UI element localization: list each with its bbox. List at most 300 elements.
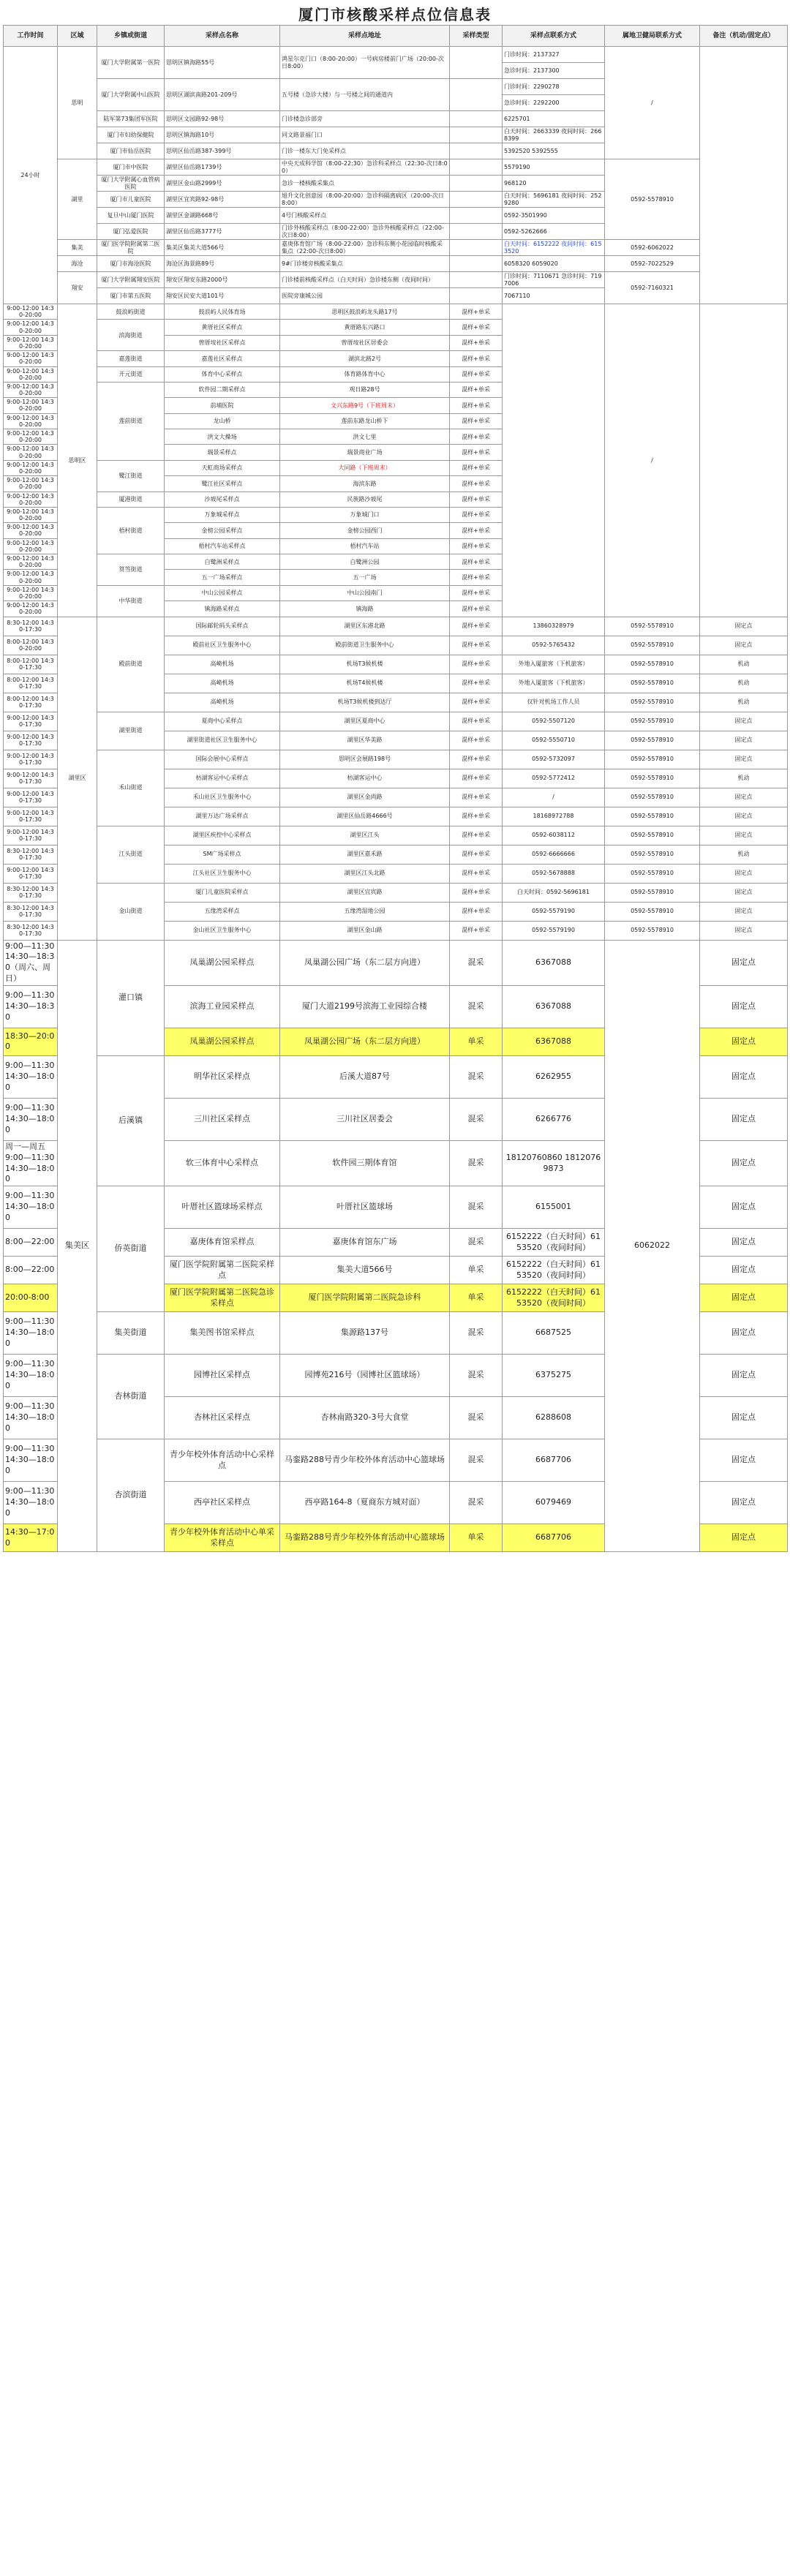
site-name-cell: 龙山桥 xyxy=(165,413,280,429)
sample-type-cell: 混样+单采 xyxy=(450,921,503,940)
note-cell: 固定点 xyxy=(700,1257,788,1284)
site-name-cell: 万象城采样点 xyxy=(165,507,280,522)
site-name-cell: 青少年校外体育活动中心采样点 xyxy=(165,1439,280,1482)
site-address-cell: 后溪大道87号 xyxy=(280,1055,450,1098)
note-cell: 机动 xyxy=(700,674,788,693)
site-address-cell: 湖里区嘉禾路 xyxy=(280,845,450,864)
health-bureau-contact-cell: 0592-7022529 xyxy=(605,256,700,272)
site-address-cell: 同文路景福门口 xyxy=(280,127,450,143)
site-name-cell: 天虹商场采样点 xyxy=(165,460,280,475)
contact-cell: 0592-5678888 xyxy=(503,864,605,883)
street-cell: 嘉莲街道 xyxy=(97,351,165,366)
col-header: 属地卫健局联系方式 xyxy=(605,26,700,47)
contact-cell: 外地入厦旅客（下机旅客） xyxy=(503,655,605,674)
street-cell: 厦门市仙岳医院 xyxy=(97,143,165,159)
contact-cell: 6155001 xyxy=(503,1186,605,1229)
sample-type-cell: 混样+单采 xyxy=(450,492,503,507)
sample-type-cell: 混样+单采 xyxy=(450,617,503,636)
site-name-cell: 五一广场采样点 xyxy=(165,570,280,585)
street-cell: 灌口镇 xyxy=(97,940,165,1055)
note-cell: 固定点 xyxy=(700,1397,788,1439)
time-cell: 18:30—20:00 xyxy=(4,1028,58,1055)
site-address-cell: 叶厝社区篮球场 xyxy=(280,1186,450,1229)
time-cell: 9:00—11:30 14:30—18:00 xyxy=(4,1098,58,1140)
street-cell: 禾山街道 xyxy=(97,750,165,826)
contact-cell: 白天时间：6152222 夜间时间：6153520 xyxy=(503,240,605,256)
site-address-cell: 凤巢湖公园广场（东二层方向进） xyxy=(280,940,450,985)
table-row xyxy=(4,617,788,636)
note-cell: 固定点 xyxy=(700,826,788,845)
health-bureau-contact-cell: 0592-5578910 xyxy=(605,712,700,731)
site-name-cell: 五缘湾采样点 xyxy=(165,902,280,921)
site-name-cell: 厦门儿童医院采样点 xyxy=(165,883,280,902)
sample-type-cell: 混样+单采 xyxy=(450,366,503,382)
site-address-cell: 旭升文化创意园（8:00-20:00）急诊科隔离病区（20:00-次日8:00） xyxy=(280,192,450,208)
district-cell: 思明 xyxy=(58,47,97,159)
sample-type-cell: 单采 xyxy=(450,1524,503,1552)
health-bureau-contact-cell: 0592-5578910 xyxy=(605,788,700,807)
time-cell: 9:00—11:30 14:30—18:00 xyxy=(4,1482,58,1524)
site-name-cell: 殿前社区卫生服务中心 xyxy=(165,636,280,655)
time-cell: 9:00-12:00 14:30-17:30 xyxy=(4,826,58,845)
time-cell: 9:00-12:00 14:30-20:00 xyxy=(4,335,58,350)
time-cell: 9:00-12:00 14:30-20:00 xyxy=(4,351,58,366)
sample-type-cell: 混采 xyxy=(450,1229,503,1257)
site-name-cell: 鹭江社区采样点 xyxy=(165,476,280,492)
street-cell: 殿前街道 xyxy=(97,617,165,712)
site-address-cell: 文兴东路9号（下班周末） xyxy=(280,398,450,413)
site-address-cell: 湖里区宜宾路 xyxy=(280,883,450,902)
site-name-cell: 金榜公园采样点 xyxy=(165,523,280,538)
site-name-cell: 瑞景采样点 xyxy=(165,445,280,460)
sample-type-cell: 混采 xyxy=(450,1482,503,1524)
site-name-cell: 翔安区翔安东路2000号 xyxy=(165,272,280,288)
site-address-cell: 医院旁康城公园 xyxy=(280,288,450,304)
sample-type-cell: 混样+单采 xyxy=(450,864,503,883)
site-name-cell: SM广场采样点 xyxy=(165,845,280,864)
health-bureau-contact-cell: 0592-5578910 xyxy=(605,731,700,750)
sample-type-cell: 混样+单采 xyxy=(450,674,503,693)
contact-cell: 6152222（白天时间）6153520（夜间时间） xyxy=(503,1229,605,1257)
street-cell: 厦门大学附属中山医院 xyxy=(97,79,165,111)
contact-cell: 18168972788 xyxy=(503,807,605,826)
site-name-cell: 禾山社区卫生服务中心 xyxy=(165,788,280,807)
time-cell: 9:00-12:00 14:30-20:00 xyxy=(4,507,58,522)
note-cell: 固定点 xyxy=(700,985,788,1028)
street-cell: 金山街道 xyxy=(97,883,165,940)
street-cell: 厦门市中医院 xyxy=(97,159,165,176)
site-address-cell: 海滨东路 xyxy=(280,476,450,492)
site-address-cell: 机场T3候机楼 xyxy=(280,655,450,674)
contact-cell: 门诊时间：7110671 急诊时间：7197006 xyxy=(503,272,605,288)
note-cell: 固定点 xyxy=(700,636,788,655)
site-name-cell: 枋湖客运中心采样点 xyxy=(165,769,280,788)
site-name-cell: 青少年校外体育活动中心单采采样点 xyxy=(165,1524,280,1552)
time-cell: 8:00—22:00 xyxy=(4,1257,58,1284)
site-name-cell: 高崎机场 xyxy=(165,693,280,712)
site-address-cell: 马銮路288号青少年校外体育活动中心篮球场 xyxy=(280,1439,450,1482)
site-address-cell: 厦门大道2199号滨海工业园综合楼 xyxy=(280,985,450,1028)
site-address-cell: 园博苑216号（园博社区篮球场） xyxy=(280,1355,450,1397)
site-name-cell: 嘉莲社区采样点 xyxy=(165,351,280,366)
sample-type-cell: 混样+单采 xyxy=(450,712,503,731)
site-address-cell: 洪文七里 xyxy=(280,429,450,445)
table-row xyxy=(4,940,788,985)
street-cell: 开元街道 xyxy=(97,366,165,382)
site-address-cell: 鸿星尔克门口（8:00-20:00）一号病房楼前门广场（20:00-次日8:00） xyxy=(280,47,450,79)
col-header: 工作时间 xyxy=(4,26,58,47)
site-name-cell: 黄厝社区采样点 xyxy=(165,320,280,335)
site-name-cell: 海沧区海景路89号 xyxy=(165,256,280,272)
time-cell: 9:00—11:30 14:30—18:00 xyxy=(4,1439,58,1482)
site-address-cell: 湖里区华美路 xyxy=(280,731,450,750)
sample-type-cell: 混样+单采 xyxy=(450,476,503,492)
site-name-cell: 杏林社区采样点 xyxy=(165,1397,280,1439)
sample-type-cell: 混采 xyxy=(450,940,503,985)
note-cell: 固定点 xyxy=(700,1284,788,1312)
contact-cell: 6288608 xyxy=(503,1397,605,1439)
note-cell: 固定点 xyxy=(700,1098,788,1140)
sample-type-cell: 混样+单采 xyxy=(450,883,503,902)
site-address-cell: 门诊一楼东大门免采样点 xyxy=(280,143,450,159)
street-cell: 滨海街道 xyxy=(97,320,165,351)
site-address-cell: 机场T3候机楼到达厅 xyxy=(280,693,450,712)
site-name-cell: 厦门医学院附属第二医院急诊采样点 xyxy=(165,1284,280,1312)
sample-type-cell xyxy=(450,272,503,288)
district-cell: 集美 xyxy=(58,240,97,256)
site-name-cell: 湖里区宜宾路92-98号 xyxy=(165,192,280,208)
street-cell: 厦门市妇幼保健院 xyxy=(97,127,165,143)
sample-type-cell: 混采 xyxy=(450,985,503,1028)
sample-type-cell xyxy=(450,127,503,143)
site-address-cell: 瑞景商业广场 xyxy=(280,445,450,460)
contact-cell: 0592-5732097 xyxy=(503,750,605,769)
site-name-cell: 湖里区疾控中心采样点 xyxy=(165,826,280,845)
time-cell: 9:00-12:00 14:30-17:30 xyxy=(4,864,58,883)
contact-cell: 13860328979 xyxy=(503,617,605,636)
time-cell: 9:00-12:00 14:30-17:30 xyxy=(4,788,58,807)
time-cell: 9:00-12:00 14:30-20:00 xyxy=(4,398,58,413)
contact-cell: 6152222（白天时间）6153520（夜间时间） xyxy=(503,1284,605,1312)
contact-cell: 6687525 xyxy=(503,1312,605,1355)
sample-type-cell: 混样+单采 xyxy=(450,335,503,350)
site-address-cell: 五号楼（急诊大楼）与一号楼之间的通道内 xyxy=(280,79,450,111)
sample-type-cell xyxy=(450,192,503,208)
health-bureau-contact-cell: 0592-5578910 xyxy=(605,826,700,845)
sample-type-cell: 混样+单采 xyxy=(450,807,503,826)
sample-type-cell xyxy=(450,240,503,256)
table-row xyxy=(4,826,788,845)
site-address-cell: 金榜公园西门 xyxy=(280,523,450,538)
street-cell: 梧村街道 xyxy=(97,507,165,554)
sample-type-cell: 混样+单采 xyxy=(450,655,503,674)
time-cell: 9:00—11:30 14:30—18:30 xyxy=(4,985,58,1028)
site-name-cell: 镇海路采样点 xyxy=(165,601,280,617)
contact-cell: 外地入厦旅客（下机旅客） xyxy=(503,674,605,693)
sample-type-cell: 混样+单采 xyxy=(450,351,503,366)
site-name-cell: 国际会展中心采样点 xyxy=(165,750,280,769)
site-address-cell: 马銮路288号青少年校外体育活动中心篮球场 xyxy=(280,1524,450,1552)
site-address-cell: 体育路体育中心 xyxy=(280,366,450,382)
col-header: 区域 xyxy=(58,26,97,47)
site-address-cell: 镇海路 xyxy=(280,601,450,617)
site-name-cell: 鼓浪屿人民体育场 xyxy=(165,304,280,320)
sample-type-cell: 单采 xyxy=(450,1284,503,1312)
site-address-cell: 嘉庚体育馆广场（8:00-22:00）急诊科东侧小花园临时核酸采集点（22:00-次日8:00） xyxy=(280,240,450,256)
time-cell: 9:00-12:00 14:30-20:00 xyxy=(4,585,58,600)
site-name-cell: 湖里区仙岳路1739号 xyxy=(165,159,280,176)
site-name-cell: 凤巢湖公园采样点 xyxy=(165,940,280,985)
site-name-cell: 西亭社区采样点 xyxy=(165,1482,280,1524)
health-bureau-contact-cell: / xyxy=(605,304,700,617)
contact-cell: 白天时间：2663339 夜间时间：2668399 xyxy=(503,127,605,143)
district-cell: 翔安 xyxy=(58,272,97,304)
sample-type-cell: 混样+单采 xyxy=(450,398,503,413)
note-cell: 机动 xyxy=(700,655,788,674)
sample-type-cell: 混采 xyxy=(450,1098,503,1140)
site-address-cell: 门诊外核酸采样点（8:00-22:00）急诊外核酸采样点（22:00-次日8:00） xyxy=(280,224,450,240)
site-name-cell: 江头社区卫生服务中心 xyxy=(165,864,280,883)
note-cell: 机动 xyxy=(700,693,788,712)
health-bureau-contact-cell: 0592-5578910 xyxy=(605,902,700,921)
note-cell: 固定点 xyxy=(700,940,788,985)
district-cell: 湖里 xyxy=(58,159,97,240)
health-bureau-contact-cell: 0592-5578910 xyxy=(605,674,700,693)
col-header: 乡镇或街道 xyxy=(97,26,165,47)
site-address-cell: 湖里区金尚路 xyxy=(280,788,450,807)
note-cell: 固定点 xyxy=(700,617,788,636)
sample-type-cell: 混样+单采 xyxy=(450,413,503,429)
site-name-cell: 洪文大操场 xyxy=(165,429,280,445)
health-bureau-contact-cell: 0592-5578910 xyxy=(605,159,700,240)
time-cell: 9:00-12:00 14:30-20:00 xyxy=(4,429,58,445)
sample-type-cell: 混样+单采 xyxy=(450,750,503,769)
table-header-row xyxy=(4,26,788,47)
site-name-cell: 翔安区民安大道101号 xyxy=(165,288,280,304)
contact-cell: 急诊时间：2137300 xyxy=(503,63,605,79)
sample-type-cell: 混样+单采 xyxy=(450,538,503,554)
contact-cell: 门诊时间：2290278 xyxy=(503,79,605,95)
table-row xyxy=(4,159,788,176)
table-row xyxy=(4,240,788,256)
site-address-cell: 4号门核酸采样点 xyxy=(280,208,450,224)
sample-type-cell: 混样+单采 xyxy=(450,320,503,335)
col-header: 备注（机动/固定点） xyxy=(700,26,788,47)
site-address-cell: 白鹭洲公园 xyxy=(280,554,450,570)
table-row xyxy=(4,272,788,288)
health-bureau-contact-cell: 0592-5578910 xyxy=(605,769,700,788)
note-cell xyxy=(700,47,788,304)
health-bureau-contact-cell: 0592-5578910 xyxy=(605,655,700,674)
site-name-cell: 滨海工业园采样点 xyxy=(165,985,280,1028)
sample-type-cell: 混样+单采 xyxy=(450,570,503,585)
health-bureau-contact-cell: 0592-5578910 xyxy=(605,750,700,769)
contact-cell: 0592-5765432 xyxy=(503,636,605,655)
time-cell: 9:00-12:00 14:30-20:00 xyxy=(4,382,58,397)
street-cell: 厦门医学院附属第二医院 xyxy=(97,240,165,256)
time-cell: 8:30-12:00 14:30-17:30 xyxy=(4,883,58,902)
site-name-cell: 中山公园采样点 xyxy=(165,585,280,600)
note-cell: 固定点 xyxy=(700,1229,788,1257)
street-cell: 中华街道 xyxy=(97,585,165,617)
health-bureau-contact-cell: 0592-5578910 xyxy=(605,845,700,864)
street-cell: 厦门大学附属翔安医院 xyxy=(97,272,165,288)
street-cell: 湖里街道 xyxy=(97,712,165,750)
contact-cell: 白天时间：0592-5696181 xyxy=(503,883,605,902)
site-address-cell: 湖里区金山路 xyxy=(280,921,450,940)
sampling-site-table xyxy=(3,25,788,1552)
site-address-cell: 曾厝垵社区居委会 xyxy=(280,335,450,350)
note-cell: 固定点 xyxy=(700,1028,788,1055)
sample-type-cell: 混样+单采 xyxy=(450,731,503,750)
street-cell: 鹭江街道 xyxy=(97,460,165,492)
contact-cell: 6375275 xyxy=(503,1355,605,1397)
site-address-cell: 中山公园南门 xyxy=(280,585,450,600)
sample-type-cell: 混样+单采 xyxy=(450,445,503,460)
site-address-cell: 急诊一楼核酸采集点 xyxy=(280,176,450,192)
street-cell: 厦门市海沧医院 xyxy=(97,256,165,272)
contact-cell xyxy=(503,304,605,617)
contact-cell: 0592-5579190 xyxy=(503,902,605,921)
site-address-cell: 湖里区夏商中心 xyxy=(280,712,450,731)
contact-cell: 0592-6038112 xyxy=(503,826,605,845)
site-name-cell: 三川社区采样点 xyxy=(165,1098,280,1140)
site-name-cell: 曾厝垵社区采样点 xyxy=(165,335,280,350)
site-address-cell: 门诊楼前核酸采样点（白天时间）急诊楼东侧（夜间时间） xyxy=(280,272,450,288)
time-cell: 20:00-8:00 xyxy=(4,1284,58,1312)
site-name-cell: 集美图书馆采样点 xyxy=(165,1312,280,1355)
site-name-cell: 体育中心采样点 xyxy=(165,366,280,382)
note-cell: 固定点 xyxy=(700,902,788,921)
col-header: 采样类型 xyxy=(450,26,503,47)
site-address-cell: 厦门医学院附属第二医院急诊科 xyxy=(280,1284,450,1312)
site-address-cell: 民族路沙坡尾 xyxy=(280,492,450,507)
site-name-cell: 梧村汽车站采样点 xyxy=(165,538,280,554)
note-cell: 固定点 xyxy=(700,1312,788,1355)
sample-type-cell xyxy=(450,143,503,159)
time-cell: 9:00-12:00 14:30-17:30 xyxy=(4,731,58,750)
time-cell: 8:30-12:00 14:30-17:30 xyxy=(4,845,58,864)
health-bureau-contact-cell: 0592-5578910 xyxy=(605,864,700,883)
sample-type-cell: 混样+单采 xyxy=(450,601,503,617)
street-cell: 厦门市第五医院 xyxy=(97,288,165,304)
sample-type-cell: 单采 xyxy=(450,1257,503,1284)
note-cell: 固定点 xyxy=(700,1439,788,1482)
street-cell: 厦门大学附属第一医院 xyxy=(97,47,165,79)
note-cell: 固定点 xyxy=(700,1140,788,1186)
site-name-cell: 软件园二期采样点 xyxy=(165,382,280,397)
health-bureau-contact-cell: 0592-5578910 xyxy=(605,617,700,636)
health-bureau-contact-cell: 0592-5578910 xyxy=(605,693,700,712)
note-cell: 固定点 xyxy=(700,1524,788,1552)
note-cell: 固定点 xyxy=(700,1482,788,1524)
time-cell: 14:30—17:00 xyxy=(4,1524,58,1552)
site-name-cell: 湖里区仙岳路3777号 xyxy=(165,224,280,240)
sample-type-cell: 混采 xyxy=(450,1055,503,1098)
contact-cell: 0592-5507120 xyxy=(503,712,605,731)
sample-type-cell xyxy=(450,224,503,240)
site-name-cell: 软三体育中心采样点 xyxy=(165,1140,280,1186)
sample-type-cell xyxy=(450,111,503,127)
site-name-cell: 金山社区卫生服务中心 xyxy=(165,921,280,940)
site-address-cell: 大同路（下班周末） xyxy=(280,460,450,475)
health-bureau-contact-cell: 0592-6062022 xyxy=(605,240,700,256)
note-cell: 固定点 xyxy=(700,921,788,940)
contact-cell: 6225701 xyxy=(503,111,605,127)
note-cell: 固定点 xyxy=(700,807,788,826)
site-name-cell: 前埔医院 xyxy=(165,398,280,413)
time-cell: 9:00-12:00 14:30-20:00 xyxy=(4,554,58,570)
site-address-cell: 9#门诊楼旁核酸采集点 xyxy=(280,256,450,272)
site-name-cell: 国际邮轮码头采样点 xyxy=(165,617,280,636)
contact-cell: 急诊时间：2292200 xyxy=(503,95,605,111)
site-address-cell: 思明区会展路198号 xyxy=(280,750,450,769)
time-cell: 24小时 xyxy=(4,47,58,304)
time-cell: 9:00-12:00 14:30-20:00 xyxy=(4,366,58,382)
time-cell: 9:00-12:00 14:30-20:00 xyxy=(4,492,58,507)
sample-type-cell: 混样+单采 xyxy=(450,826,503,845)
site-address-cell: 殿前街道卫生服务中心 xyxy=(280,636,450,655)
col-header: 采样点名称 xyxy=(165,26,280,47)
street-cell: 杏林街道 xyxy=(97,1355,165,1439)
time-cell: 8:30-12:00 14:30-17:30 xyxy=(4,617,58,636)
contact-cell: 0592-5550710 xyxy=(503,731,605,750)
street-cell: 后溪镇 xyxy=(97,1055,165,1186)
site-name-cell: 思明区镇海路55号 xyxy=(165,47,280,79)
street-cell: 侨英街道 xyxy=(97,1186,165,1312)
time-cell: 9:00—11:30 14:30—18:00 xyxy=(4,1312,58,1355)
health-bureau-contact-cell: 0592-5578910 xyxy=(605,921,700,940)
time-cell: 8:30-12:00 14:30-17:30 xyxy=(4,921,58,940)
table-row xyxy=(4,883,788,902)
note-cell: 固定点 xyxy=(700,883,788,902)
site-name-cell: 夏商中心采样点 xyxy=(165,712,280,731)
site-address-cell: 五一广场 xyxy=(280,570,450,585)
health-bureau-contact-cell: 0592-5578910 xyxy=(605,636,700,655)
time-cell: 8:00-12:00 14:30-17:30 xyxy=(4,655,58,674)
time-cell: 9:00-12:00 14:30-20:00 xyxy=(4,538,58,554)
note-cell: 固定点 xyxy=(700,712,788,731)
sample-type-cell xyxy=(450,288,503,304)
site-name-cell: 思明区湖滨南路201-209号 xyxy=(165,79,280,111)
contact-cell: 6367088 xyxy=(503,1028,605,1055)
site-name-cell: 高崎机场 xyxy=(165,655,280,674)
site-address-cell: 湖里区东港北路 xyxy=(280,617,450,636)
site-address-cell: 集源路137号 xyxy=(280,1312,450,1355)
street-cell: 鼓浪屿街道 xyxy=(97,304,165,320)
page-title: 厦门市核酸采样点位信息表 xyxy=(298,6,492,23)
sample-type-cell: 混样+单采 xyxy=(450,585,503,600)
contact-cell: / xyxy=(503,788,605,807)
contact-cell: 6687706 xyxy=(503,1439,605,1482)
time-cell: 9:00-12:00 14:30-17:30 xyxy=(4,712,58,731)
sample-type-cell: 混样+单采 xyxy=(450,507,503,522)
note-cell: 固定点 xyxy=(700,750,788,769)
site-address-cell: 机场T4候机楼 xyxy=(280,674,450,693)
sample-type-cell: 混样+单采 xyxy=(450,382,503,397)
street-cell: 集美街道 xyxy=(97,1312,165,1355)
time-cell: 9:00-12:00 14:30-20:00 xyxy=(4,476,58,492)
site-address-cell: 嘉庚体育馆东广场 xyxy=(280,1229,450,1257)
site-name-cell: 园博社区采样点 xyxy=(165,1355,280,1397)
sample-type-cell xyxy=(450,79,503,111)
site-address-cell: 莲前东路龙山桥下 xyxy=(280,413,450,429)
note-cell: 固定点 xyxy=(700,1355,788,1397)
sample-type-cell: 混样+单采 xyxy=(450,788,503,807)
district-cell: 集美区 xyxy=(58,940,97,1552)
time-cell: 9:00-12:00 14:30-17:30 xyxy=(4,750,58,769)
time-cell: 9:00-12:00 14:30-20:00 xyxy=(4,523,58,538)
